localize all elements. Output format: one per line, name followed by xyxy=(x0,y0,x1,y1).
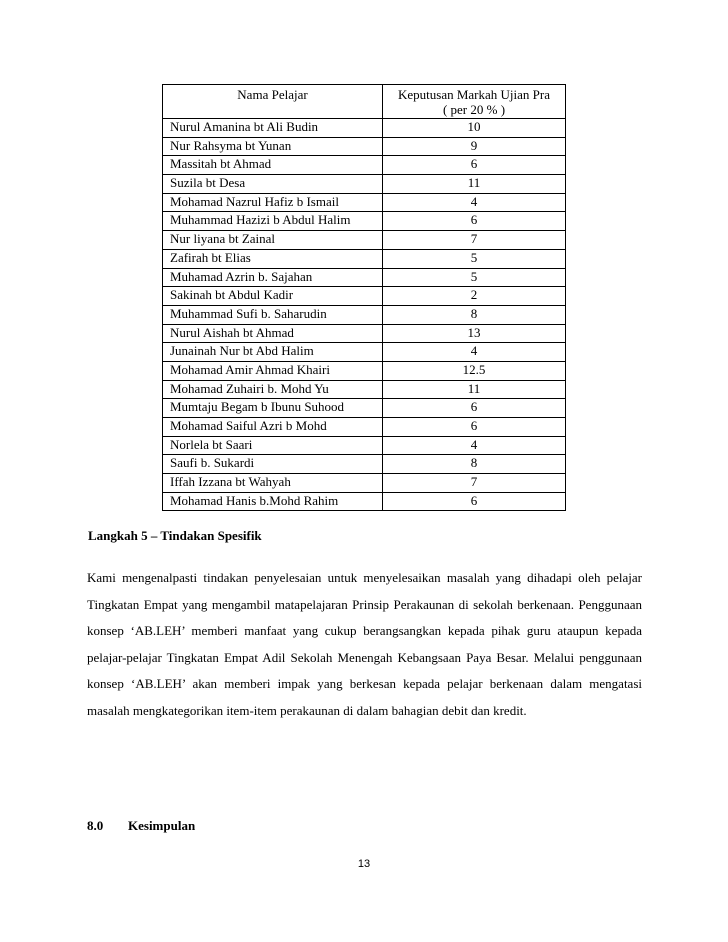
score-cell: 6 xyxy=(383,399,566,418)
score-cell: 11 xyxy=(383,175,566,194)
score-cell: 5 xyxy=(383,268,566,287)
score-cell: 13 xyxy=(383,324,566,343)
score-cell: 6 xyxy=(383,492,566,511)
section-title: Kesimpulan xyxy=(128,818,196,833)
step5-paragraph: Kami mengenalpasti tindakan penyelesaian untuk menyelesaikan masalah yang dihadapi oleh pelajar Tingkatan Empat yang mengambil matapelajaran Prinsip Perakaunan di sekolah berkenaan. Penggunaan konsep ‘AB.LEH’ memberi manfaat yang cukup berangsangkan kepada pihak guru ataupun kepada pelajar-pelajar Tingkatan Empat Adil Sekolah Menengah Kebangsaan Paya Besar. Melalui penggunaan konsep ‘AB.LEH’ akan memberi impak yang berkesan kepada pelajar berkenaan dalam mengatasi masalah mengkategorikan item-item perakaunan di dalam bahagian debit dan kredit. xyxy=(87,570,642,718)
score-cell: 4 xyxy=(383,436,566,455)
student-name-cell: Nurul Aishah bt Ahmad xyxy=(163,324,383,343)
table-body xyxy=(163,119,566,511)
page-number: 13 xyxy=(357,858,371,870)
table-row xyxy=(163,212,566,231)
table-row xyxy=(163,436,566,455)
student-name-cell: Muhammad Sufi b. Saharudin xyxy=(163,305,383,324)
table-row xyxy=(163,399,566,418)
score-cell: 9 xyxy=(383,137,566,156)
student-name-cell: Massitah bt Ahmad xyxy=(163,156,383,175)
student-name-cell: Nur Rahsyma bt Yunan xyxy=(163,137,383,156)
section-heading xyxy=(87,818,195,834)
step5-heading: Langkah 5 – Tindakan Spesifik xyxy=(88,528,262,543)
table-row xyxy=(163,137,566,156)
student-name-cell: Nurul Amanina bt Ali Budin xyxy=(163,119,383,138)
score-cell: 4 xyxy=(383,193,566,212)
student-marks-table xyxy=(162,84,566,511)
table-row xyxy=(163,249,566,268)
student-name-cell: Muhammad Hazizi b Abdul Halim xyxy=(163,212,383,231)
score-cell: 7 xyxy=(383,231,566,250)
student-name-cell: Nur liyana bt Zainal xyxy=(163,231,383,250)
score-cell: 12.5 xyxy=(383,361,566,380)
score-cell: 10 xyxy=(383,119,566,138)
table-row xyxy=(163,305,566,324)
section-number: 8.0 xyxy=(87,818,104,833)
table-row xyxy=(163,231,566,250)
student-name-cell: Zafirah bt Elias xyxy=(163,249,383,268)
table-row xyxy=(163,474,566,493)
table-row xyxy=(163,361,566,380)
score-cell: 5 xyxy=(383,249,566,268)
header-score-line1: Keputusan Markah Ujian Pra xyxy=(398,87,550,102)
table-row xyxy=(163,119,566,138)
header-score-line2: ( per 20 % ) xyxy=(442,102,506,117)
score-cell: 8 xyxy=(383,455,566,474)
table-row xyxy=(163,175,566,194)
student-name-cell: Junainah Nur bt Abd Halim xyxy=(163,343,383,362)
table-row xyxy=(163,268,566,287)
score-cell: 6 xyxy=(383,212,566,231)
score-cell: 11 xyxy=(383,380,566,399)
score-cell: 7 xyxy=(383,474,566,493)
student-name-cell: Mohamad Amir Ahmad Khairi xyxy=(163,361,383,380)
header-pretest-score xyxy=(383,85,566,119)
table-row xyxy=(163,380,566,399)
header-student-name: Nama Pelajar xyxy=(163,85,383,119)
student-name-cell: Sakinah bt Abdul Kadir xyxy=(163,287,383,306)
student-name-cell: Mohamad Nazrul Hafiz b Ismail xyxy=(163,193,383,212)
student-name-cell: Mohamad Zuhairi b. Mohd Yu xyxy=(163,380,383,399)
table-header-row xyxy=(163,85,566,119)
table-row xyxy=(163,455,566,474)
table-row xyxy=(163,287,566,306)
score-cell: 4 xyxy=(383,343,566,362)
score-cell: 6 xyxy=(383,418,566,437)
student-name-cell: Suzila bt Desa xyxy=(163,175,383,194)
student-name-cell: Iffah Izzana bt Wahyah xyxy=(163,474,383,493)
table-row xyxy=(163,156,566,175)
student-name-cell: Mohamad Hanis b.Mohd Rahim xyxy=(163,492,383,511)
student-name-cell: Mohamad Saiful Azri b Mohd xyxy=(163,418,383,437)
table-row xyxy=(163,343,566,362)
student-name-cell: Norlela bt Saari xyxy=(163,436,383,455)
table-row xyxy=(163,324,566,343)
student-name-cell: Saufi b. Sukardi xyxy=(163,455,383,474)
score-cell: 6 xyxy=(383,156,566,175)
student-name-cell: Muhamad Azrin b. Sajahan xyxy=(163,268,383,287)
student-name-cell: Mumtaju Begam b Ibunu Suhood xyxy=(163,399,383,418)
table-row xyxy=(163,193,566,212)
table-row xyxy=(163,418,566,437)
score-cell: 8 xyxy=(383,305,566,324)
score-cell: 2 xyxy=(383,287,566,306)
table-row xyxy=(163,492,566,511)
